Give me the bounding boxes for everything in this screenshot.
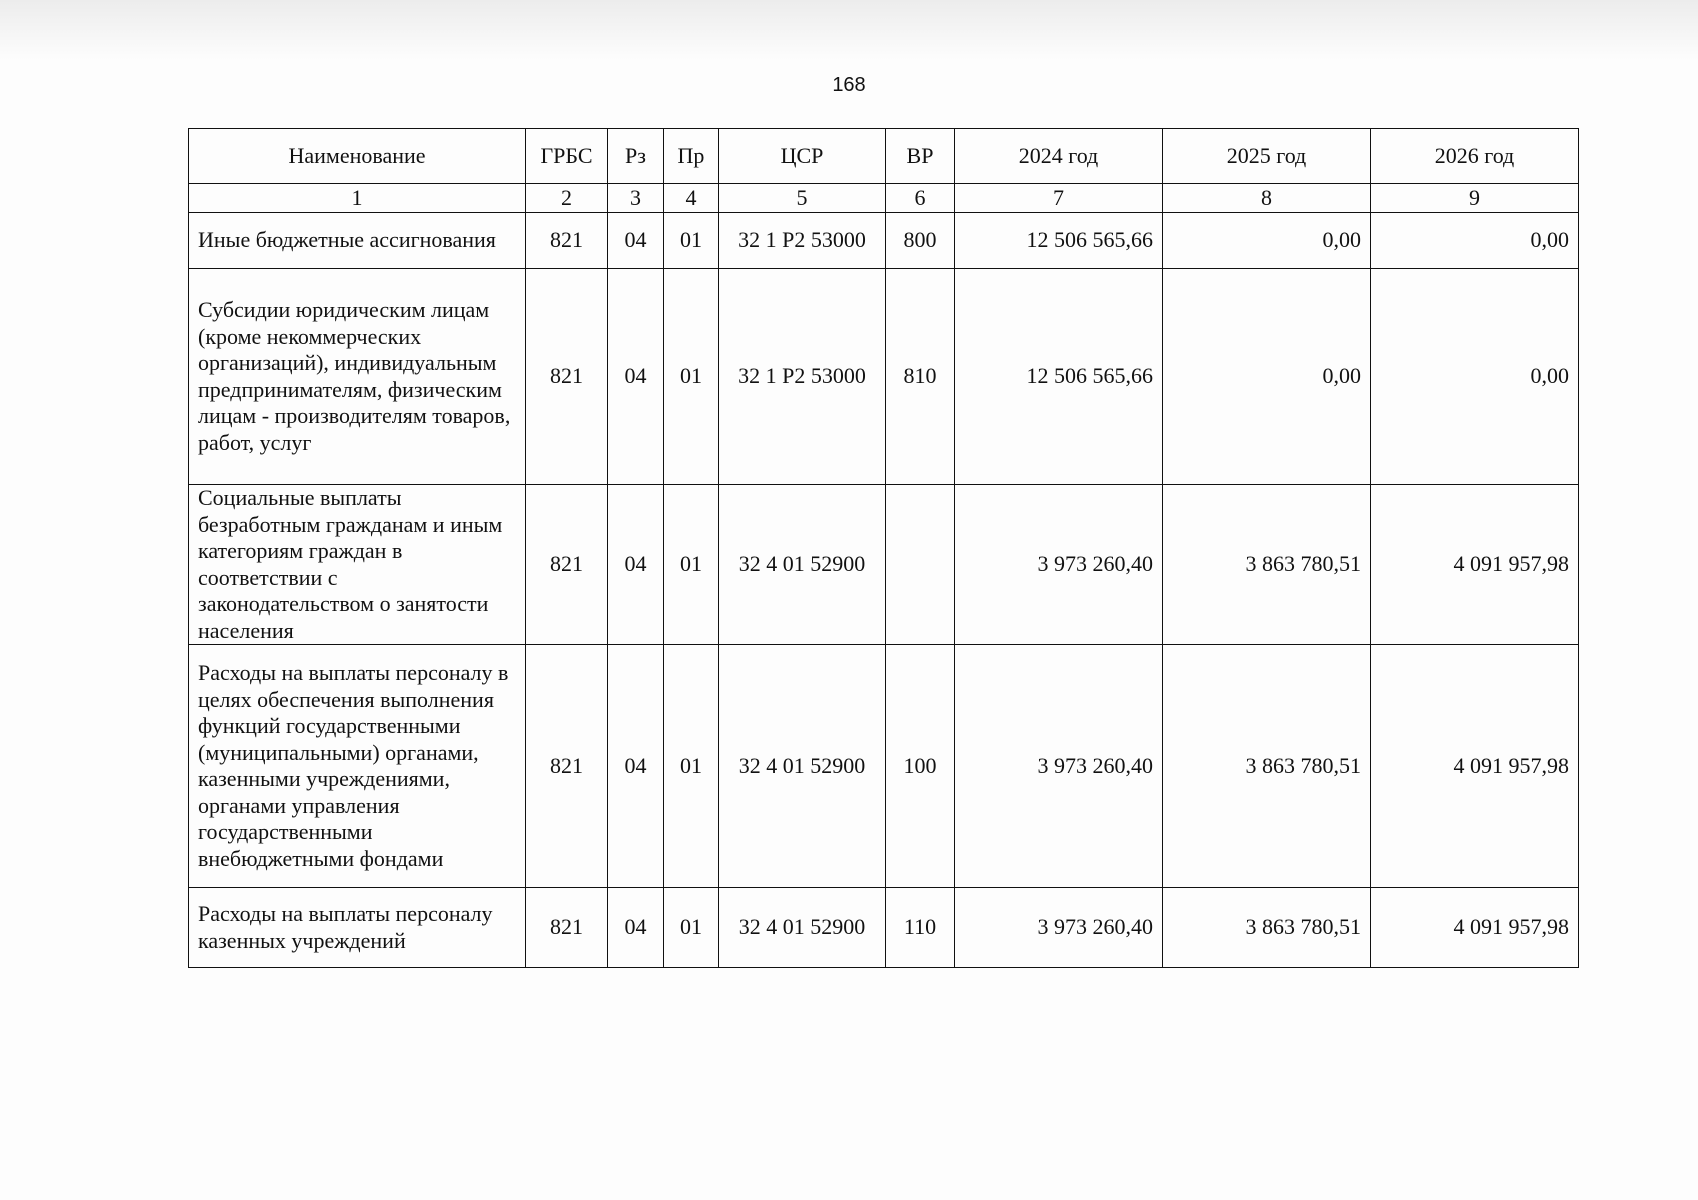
row-pr: 01 (664, 645, 719, 888)
row-2026: 4 091 957,98 (1371, 888, 1579, 968)
header-name: Наименование (189, 129, 526, 184)
page-number: 168 (832, 74, 866, 96)
row-2024: 12 506 565,66 (955, 213, 1163, 269)
row-vr: 800 (886, 213, 955, 269)
row-2026: 0,00 (1371, 269, 1579, 485)
header-pr: Пр (664, 129, 719, 184)
row-2025: 0,00 (1163, 213, 1371, 269)
row-2024: 12 506 565,66 (955, 269, 1163, 485)
column-number: 8 (1163, 184, 1371, 213)
column-number: 2 (526, 184, 608, 213)
header-2024: 2024 год (955, 129, 1163, 184)
table-row (189, 213, 1579, 269)
row-csr: 32 4 01 52900 (719, 645, 886, 888)
row-2025: 3 863 780,51 (1163, 485, 1371, 645)
column-number-row (189, 184, 1579, 213)
row-grbs: 821 (526, 645, 608, 888)
column-number: 7 (955, 184, 1163, 213)
row-name: Субсидии юридическим лицам (кроме некоммерческих организаций), индивидуальным предпринимателям, физическим лицам - производителям товаров, работ, услуг (189, 269, 526, 485)
table-row (189, 269, 1579, 485)
row-vr: 810 (886, 269, 955, 485)
column-number: 9 (1371, 184, 1579, 213)
row-name: Расходы на выплаты персоналу казенных учреждений (189, 888, 526, 968)
column-number: 1 (189, 184, 526, 213)
row-pr: 01 (664, 888, 719, 968)
row-rz: 04 (608, 888, 664, 968)
row-csr: 32 4 01 52900 (719, 485, 886, 645)
row-vr (886, 485, 955, 645)
column-number: 3 (608, 184, 664, 213)
row-grbs: 821 (526, 269, 608, 485)
row-2026: 4 091 957,98 (1371, 485, 1579, 645)
header-csr: ЦСР (719, 129, 886, 184)
row-rz: 04 (608, 645, 664, 888)
row-name: Иные бюджетные ассигнования (189, 213, 526, 269)
table-row (189, 645, 1579, 888)
header-grbs: ГРБС (526, 129, 608, 184)
row-rz: 04 (608, 213, 664, 269)
header-2025: 2025 год (1163, 129, 1371, 184)
column-number: 5 (719, 184, 886, 213)
column-number: 4 (664, 184, 719, 213)
row-pr: 01 (664, 213, 719, 269)
row-2024: 3 973 260,40 (955, 888, 1163, 968)
row-csr: 32 1 Р2 53000 (719, 269, 886, 485)
row-grbs: 821 (526, 213, 608, 269)
header-vr: ВР (886, 129, 955, 184)
row-2024: 3 973 260,40 (955, 485, 1163, 645)
row-2025: 3 863 780,51 (1163, 645, 1371, 888)
row-2025: 3 863 780,51 (1163, 888, 1371, 968)
scan-shading (0, 0, 1698, 60)
row-grbs: 821 (526, 888, 608, 968)
header-row (189, 129, 1579, 184)
row-csr: 32 1 Р2 53000 (719, 213, 886, 269)
row-2026: 4 091 957,98 (1371, 645, 1579, 888)
row-2025: 0,00 (1163, 269, 1371, 485)
row-name: Расходы на выплаты персоналу в целях обеспечения выполнения функций государственными (муниципальными) органами, казенными учреждениями, органами управления государственными внебюджетными фондами (189, 645, 526, 888)
budget-table (188, 128, 1579, 968)
header-rz: Рз (608, 129, 664, 184)
row-vr: 100 (886, 645, 955, 888)
row-2024: 3 973 260,40 (955, 645, 1163, 888)
row-pr: 01 (664, 485, 719, 645)
row-2026: 0,00 (1371, 213, 1579, 269)
row-name: Социальные выплаты безработным гражданам и иным категориям граждан в соответствии с законодательством о занятости населения (189, 485, 526, 645)
table-row (189, 485, 1579, 645)
row-rz: 04 (608, 269, 664, 485)
row-vr: 110 (886, 888, 955, 968)
row-grbs: 821 (526, 485, 608, 645)
column-number: 6 (886, 184, 955, 213)
header-2026: 2026 год (1371, 129, 1579, 184)
row-rz: 04 (608, 485, 664, 645)
row-csr: 32 4 01 52900 (719, 888, 886, 968)
table-row (189, 888, 1579, 968)
row-pr: 01 (664, 269, 719, 485)
